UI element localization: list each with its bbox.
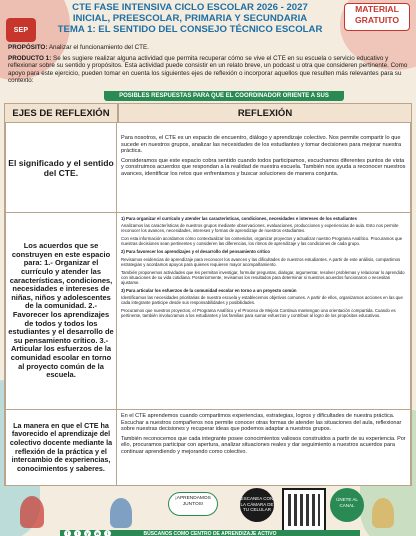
youtube-icon[interactable]: y	[84, 530, 91, 536]
header-title-line3: TEMA 1: EL SENTIDO DEL CONSEJO TÉCNICO ESCOLAR	[57, 24, 323, 35]
reflection-paragraph: En el CTE aprendemos cuando compartimos experiencias, estrategias, logros y dificultades de nuestra práctica. Escuchar a nuestros compañeros nos permite conocer otras formas de atender las situaciones del aula, reflexionar sobre nuestras decisiones y recuperar ideas que podemos adaptar a nuestros grupos.	[121, 413, 402, 433]
intro-section	[8, 44, 408, 85]
column-header-reflection: REFLEXIÓN	[118, 103, 412, 123]
reflection-table	[4, 91, 412, 486]
child-illustration	[20, 496, 44, 528]
reflection-paragraph: Revisamos evidencias de aprendizaje para reconocer los avances y las dificultades de nuestros estudiantes. A partir de este análisis, compartimos estrategias y acordamos apoyos para quienes requieren mayor acompañamiento.	[121, 256, 401, 267]
qr-pattern	[288, 494, 320, 526]
badge-line1: MATERIAL	[355, 4, 399, 14]
footer-bar: BÚSCANOS COMO CENTRO DE APRENDIZAJE ACTIVO	[60, 530, 360, 536]
reflection-subheading: 1) Para organizar el currículo y atender las características, condiciones, necesidades e intereses de los estudiantes	[121, 216, 357, 221]
purpose-line	[8, 44, 408, 52]
reflection-paragraph: Procuramos que nuestros proyectos, el Programa Analítico y el Proceso de Mejora Continua mantengan una orientación compartida. Cuando es pertinente, también involucramos a los estudiantes y las familias para sumar esfuerzos y contribuir al logro de los propósitos educativos.	[121, 308, 396, 319]
product-text: Se les sugiere realizar alguna actividad que permita recuperar cómo se vive el CTE en su escuela o servicio educativo y reflexionar sobre su sentido y propósitos. Esta actividad puede consistir en un relato breve, un podcast u otra que consideren pertinente. Como apoyo para este ejercicio, pueden tomar en cuenta los siguientes ejes de reflexión o incorporar aquellos que resulten más relevantes para su contexto:	[8, 54, 408, 85]
child-illustration	[110, 498, 132, 528]
header-title-line2: INICIAL, PREESCOLAR, PRIMARIA Y SECUNDARIA	[72, 13, 308, 24]
reflection-paragraph: Con esta información acordamos cómo contextualizar los contenidos, organizar proyectos y actualizar nuestro Programa Analítico. Procuramos que nuestras decisiones sean pertinentes y consideren las diferencias, los ritmos de aprendizaje y las condiciones de cada grupo.	[121, 236, 403, 247]
reflection-paragraph: Analizamos las características de nuestros grupos mediante observaciones, evaluaciones, producciones y experiencias de aula. Esto nos permite reconocer los avances, necesidades, intereses y formas de aprendizaje de nuestros estudiantes.	[121, 223, 399, 234]
table-caption: POSIBLES RESPUESTAS PARA QUE EL COORDINADOR ORIENTE A SUS	[104, 91, 344, 101]
scan-stamp: ESCANEA CON LA CÁMARA DE TU CELULAR	[240, 488, 274, 522]
sep-logo: SEP	[6, 18, 36, 42]
column-header-axes: EJES DE REFLEXIÓN	[4, 103, 118, 123]
reflection-cell	[117, 410, 411, 486]
table-row	[4, 213, 412, 410]
reflection-subheading: 3) Para articular los esfuerzos de la comunidad escolar en torno a un proyecto común	[121, 288, 297, 294]
reflection-cell	[117, 213, 411, 410]
page-footer	[0, 488, 416, 536]
axis-cell: La manera en que el CTE ha favorecido el aprendizaje del colectivo docente mediante la reflexión de la práctica y el intercambio de experiencias, conocimientos y saberes.	[5, 410, 117, 486]
tiktok-icon[interactable]: t	[74, 530, 81, 536]
header-title-line1: CTE FASE INTENSIVA CICLO ESCOLAR 2026 - 2027	[72, 2, 308, 13]
join-channel-stamp: ÚNETE AL CANAL	[330, 488, 364, 522]
table-row	[4, 123, 412, 213]
axis-cell: Los acuerdos que se construyen en este espacio para: 1.- Organizar el currículo y atender las características, condiciones, necesidades e intereses de niñas, niños y adolescentes de la comunidad. 2.- Favorecer los aprendizajes de todos y todos los estudiantes y el desarrollo de su pensamiento crítico. 3.- Articular los esfuerzos de la comunidad escolar en torno al proyecto común de la escuela.	[5, 213, 117, 410]
instagram-icon[interactable]: i	[104, 530, 111, 536]
child-illustration	[372, 498, 394, 528]
page-header	[40, 2, 340, 35]
reflection-cell	[117, 123, 411, 213]
badge-line2: GRATUITO	[354, 15, 400, 25]
qr-code[interactable]	[282, 488, 326, 532]
social-icons	[64, 530, 111, 536]
reflection-paragraph: También reconocemos que cada integrante posee conocimientos valiosos construidos a partir de su experiencia. Por ello, procuramos participar con apertura, analizar situaciones reales y dar seguimiento a nuestros acuerdos para continuar aprendiendo y mejorando como colectivo.	[121, 435, 406, 455]
table-header	[4, 103, 412, 123]
facebook-icon[interactable]: f	[64, 530, 71, 536]
speech-bubble: ¡APRENDAMOS JUNTOS!	[168, 492, 218, 516]
reflection-paragraph: También proponemos actividades que les permitan investigar, formular preguntas, dialogar, argumentar, resolver problemas y relacionar lo aprendido con situaciones de su vida cotidiana. Posteriormente, revisamos los resultados para determinar si nuestros acuerdos funcionaron o necesitan ajustarse.	[121, 269, 405, 285]
purpose-text: Analizar el funcionamiento del CTE.	[48, 44, 149, 51]
reflection-paragraph: Identificamos las necesidades prioritarias de nuestra escuela y establecemos objetivos comunes. A partir de ellos, organizamos acciones en las que cada integrante participe desde sus responsabilidades y posibilidades.	[121, 295, 403, 306]
table-row	[4, 410, 412, 486]
reflection-paragraph: Para nosotros, el CTE es un espacio de encuentro, diálogo y aprendizaje colectivo. Nos permite compartir lo que sucede en nuestros grupos, analizar las necesidades de los estudiantes y tomar decisiones para mejorar nuestra práctica.	[121, 135, 402, 155]
purpose-label: PROPÓSITO:	[8, 44, 48, 51]
reflection-paragraph: Consideramos que este espacio cobra sentido cuando todos participamos, escuchamos diferentes puntos de vista y construimos acuerdos que respondan a la realidad de nuestra escuela. También nos ayuda a reconocer nuestros avances, identificar los retos que enfrentamos y buscar soluciones de manera conjunta.	[121, 157, 406, 177]
free-material-badge	[344, 3, 410, 31]
product-label: PRODUCTO 1:	[8, 54, 52, 62]
product-line	[8, 55, 408, 85]
axis-cell: El significado y el sentido del CTE.	[5, 123, 117, 213]
reflection-subheading: 2) Para favorecer los aprendizajes y el desarrollo del pensamiento crítico	[121, 249, 271, 255]
whatsapp-icon[interactable]: w	[95, 531, 100, 536]
